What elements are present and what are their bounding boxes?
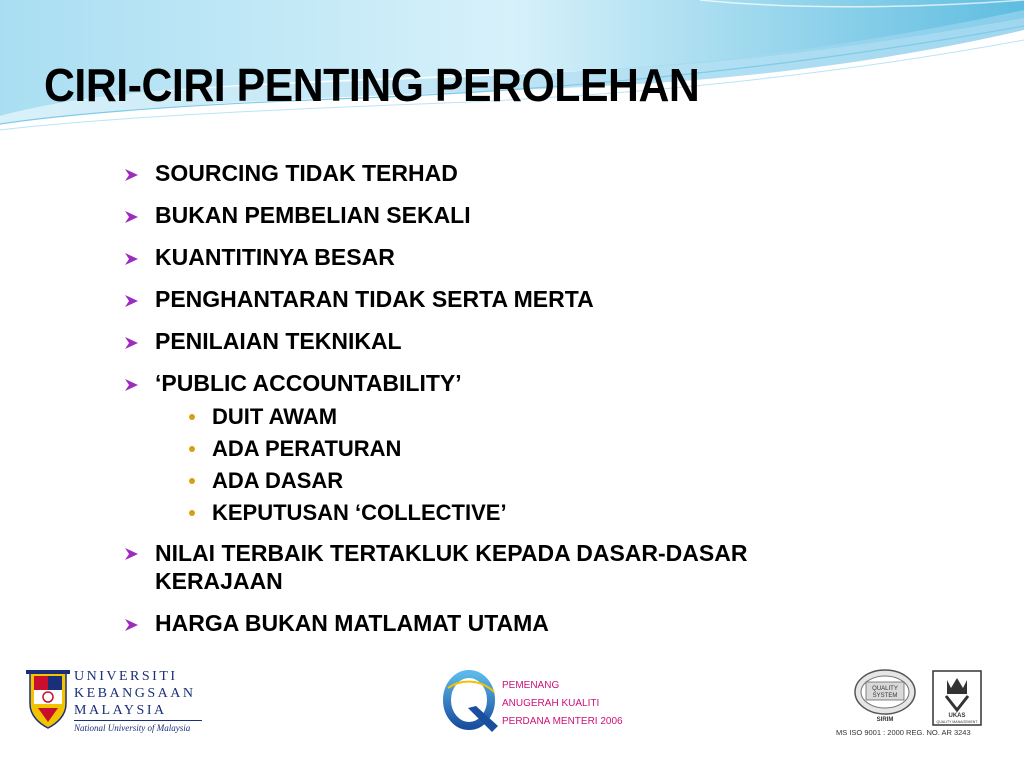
bullet-item — [122, 202, 842, 229]
sub-bullet-list — [155, 401, 842, 529]
certification-logos — [836, 668, 996, 740]
quality-award-logo — [442, 668, 642, 738]
arrowhead-icon — [125, 295, 138, 307]
sub-bullet-text: ADA PERATURAN — [212, 436, 402, 461]
sub-bullet-item — [155, 497, 842, 529]
dot-icon — [189, 446, 195, 452]
award-line: PERDANA MENTERI 2006 — [502, 716, 623, 727]
bullet-text: SOURCING TIDAK TERHAD — [155, 160, 458, 186]
arrowhead-icon — [125, 619, 138, 631]
bullet-text: NILAI TERBAIK TERTAKLUK KEPADA DASAR-DASAR KERAJAAN — [155, 540, 748, 594]
dot-icon — [189, 414, 195, 420]
university-logo — [26, 668, 206, 738]
bullet-text: PENILAIAN TEKNIKAL — [155, 328, 402, 354]
divider — [74, 720, 202, 721]
dot-icon — [189, 510, 195, 516]
bullet-list — [122, 160, 842, 652]
ukas-label: UKAS — [948, 713, 966, 719]
arrowhead-icon — [125, 337, 138, 349]
award-text — [502, 677, 623, 731]
bullet-item — [122, 328, 842, 355]
arrowhead-icon — [125, 253, 138, 265]
bullet-item — [122, 160, 842, 187]
bullet-text: HARGA BUKAN MATLAMAT UTAMA — [155, 610, 549, 636]
arrowhead-icon — [125, 211, 138, 223]
sub-bullet-text: ADA DASAR — [212, 468, 344, 493]
university-crest-icon — [26, 668, 70, 730]
certification-text: MS ISO 9001 : 2000 REG. NO. AR 3243 — [836, 728, 971, 737]
arrowhead-icon — [125, 169, 138, 181]
bullet-text: PENGHANTARAN TIDAK SERTA MERTA — [155, 286, 594, 312]
slide-title: CIRI-CIRI PENTING PEROLEHAN — [44, 59, 700, 111]
sirim-badge-text: QUALITY — [872, 686, 898, 692]
university-subtitle: National University of Malaysia — [74, 723, 191, 733]
award-line: ANUGERAH KUALITI — [502, 698, 600, 709]
sub-bullet-item — [155, 433, 842, 465]
bullet-item — [122, 286, 842, 313]
sub-bullet-item — [155, 465, 842, 497]
bullet-item — [122, 370, 842, 529]
university-name-line: MALAYSIA — [74, 703, 167, 718]
award-line: PEMENANG — [502, 680, 560, 691]
bullet-text: KUANTITINYA BESAR — [155, 244, 395, 270]
sirim-quality-system-icon — [852, 668, 918, 724]
bullet-item — [122, 244, 842, 271]
sub-bullet-text: DUIT AWAM — [212, 404, 338, 429]
university-name — [74, 668, 195, 719]
bullet-item — [122, 610, 842, 637]
bullet-item — [122, 539, 835, 595]
sirim-badge-text: SYSTEM — [872, 693, 898, 699]
university-name-line: KEBANGSAAN — [74, 686, 196, 701]
arrowhead-icon — [125, 379, 138, 391]
sub-bullet-text: KEPUTUSAN ‘COLLECTIVE’ — [212, 500, 507, 525]
sub-bullet-item — [155, 401, 842, 433]
university-name-line: UNIVERSITI — [74, 669, 178, 684]
quality-q-icon — [442, 668, 500, 736]
arrowhead-icon — [125, 548, 138, 560]
ukas-crown-icon — [932, 670, 982, 726]
sirim-label: SIRIM — [876, 717, 894, 723]
bullet-text: BUKAN PEMBELIAN SEKALI — [155, 202, 471, 228]
bullet-text: ‘PUBLIC ACCOUNTABILITY’ — [155, 370, 462, 396]
dot-icon — [189, 478, 195, 484]
ukas-sub: QUALITY MANAGEMENT — [936, 720, 978, 724]
